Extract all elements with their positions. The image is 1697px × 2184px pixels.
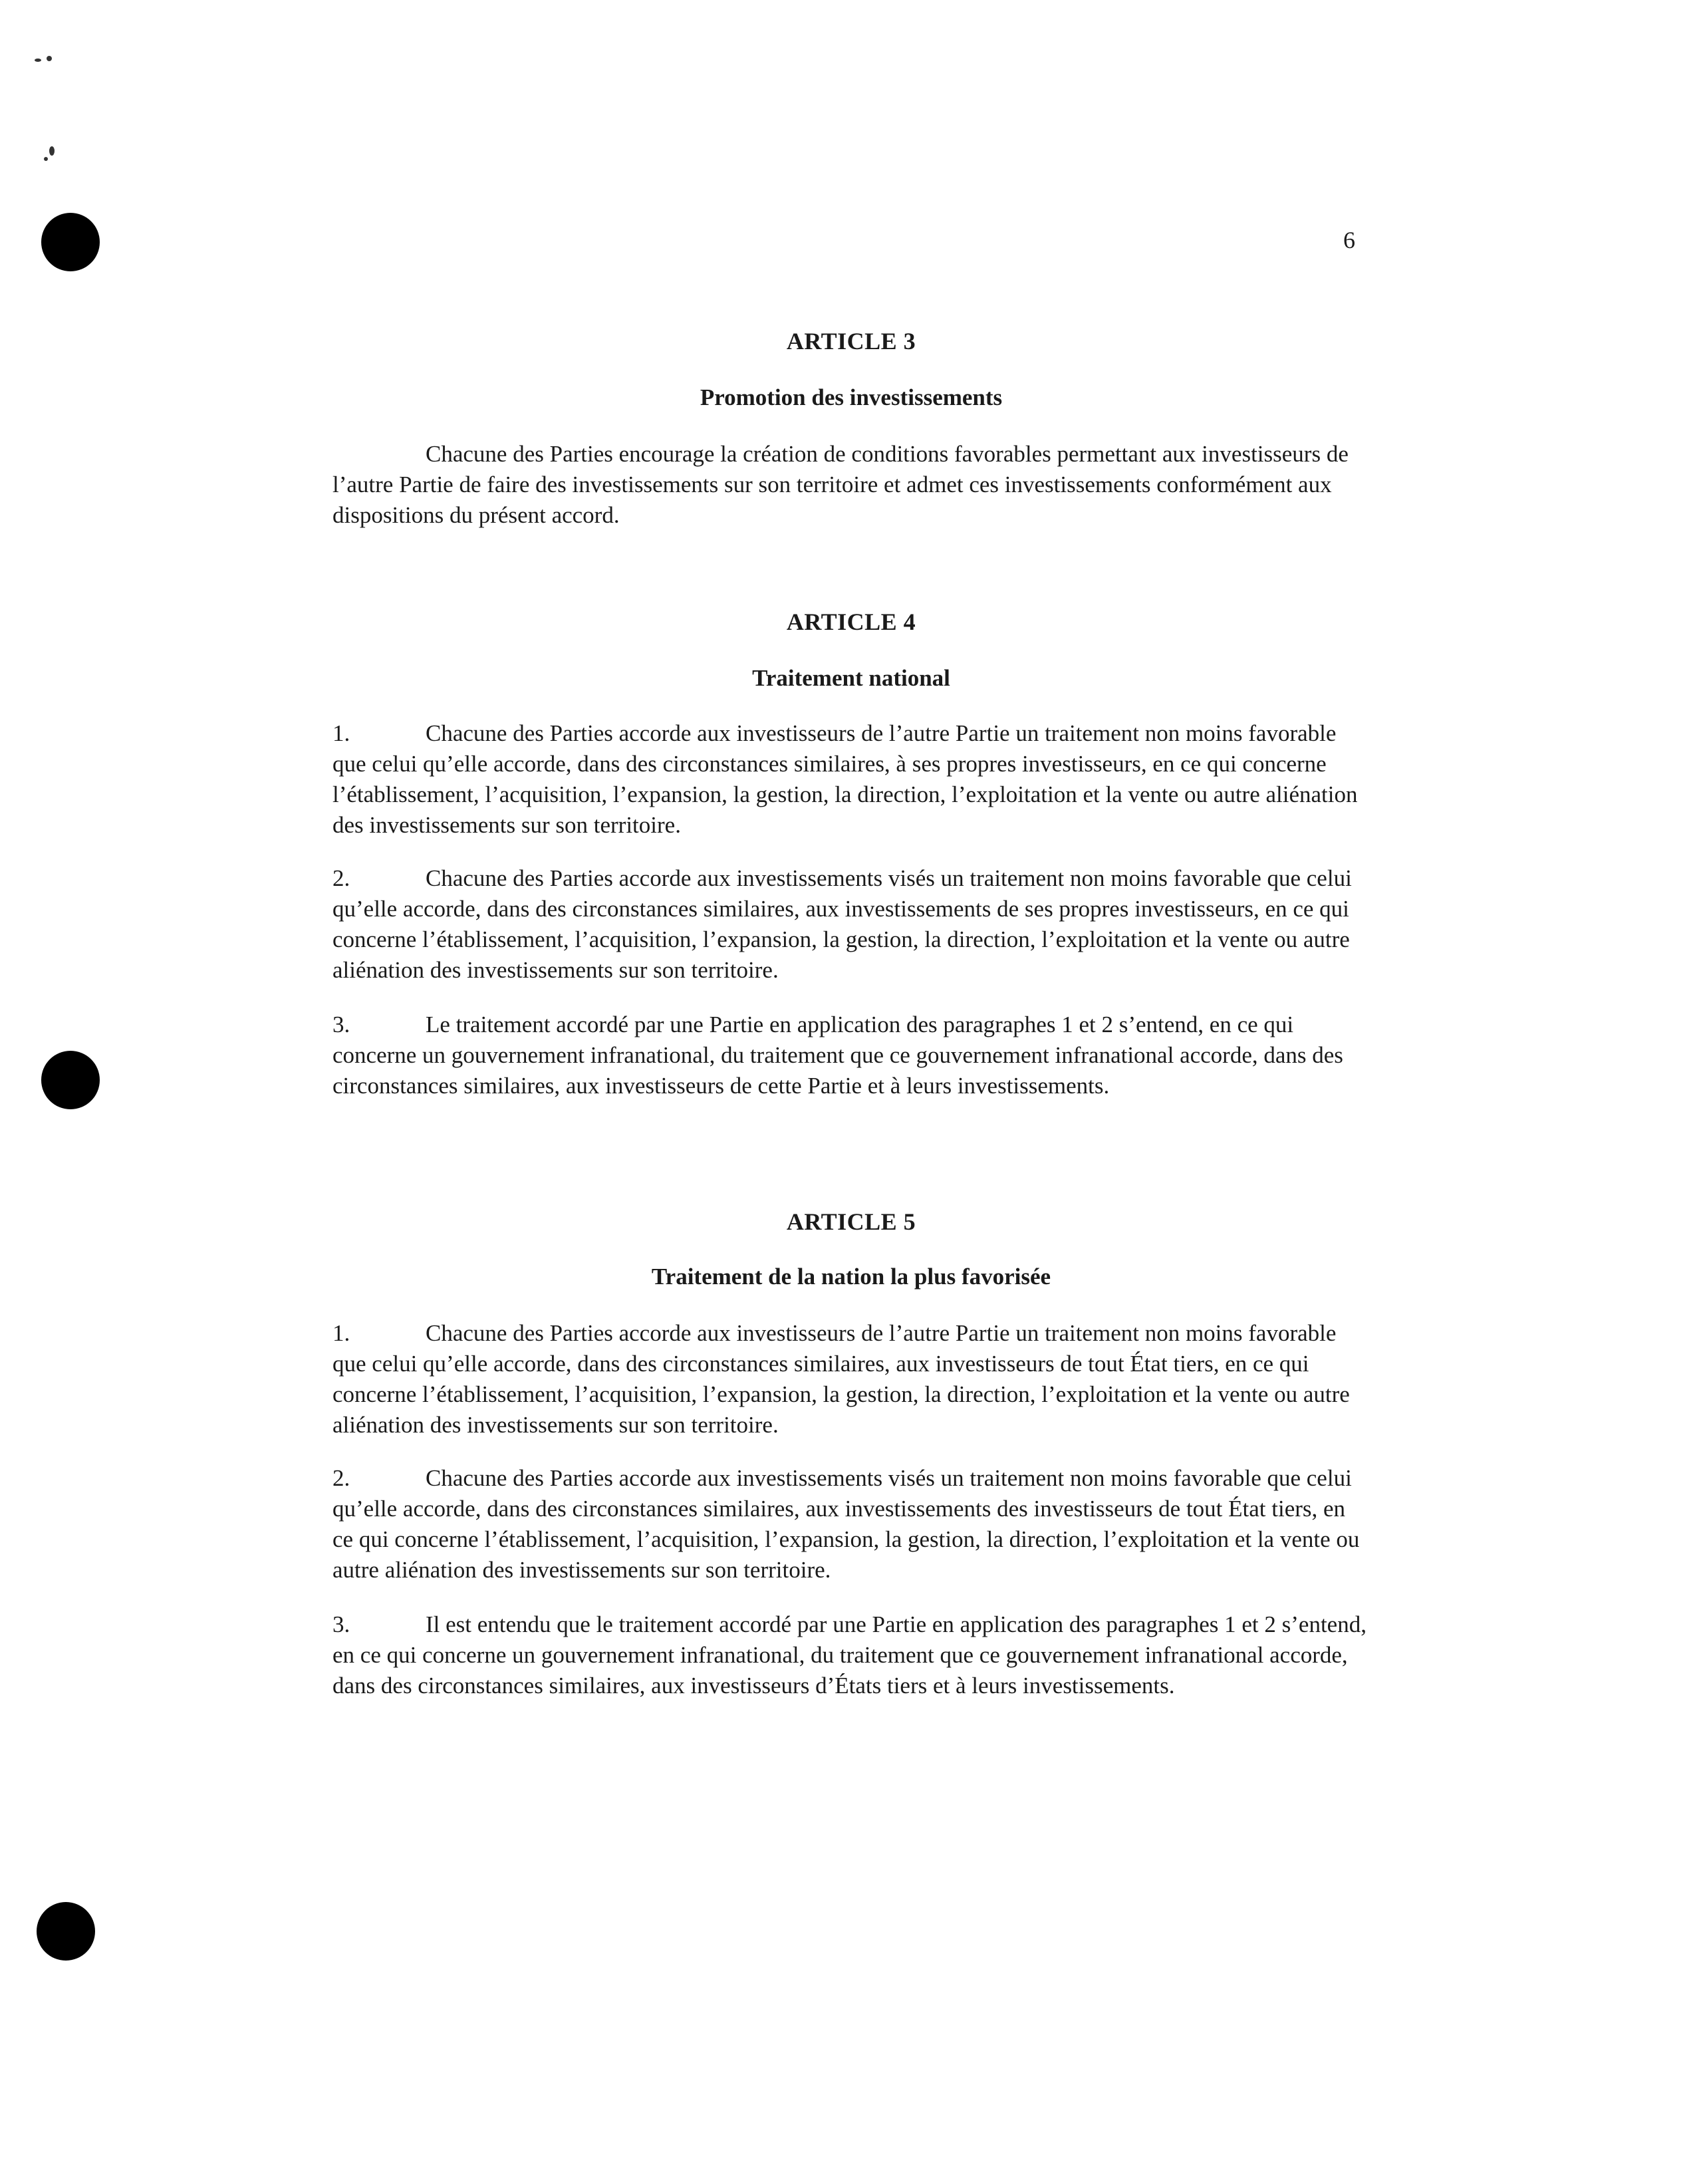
article-5-subtitle: Traitement de la nation la plus favorisée <box>651 1264 1051 1290</box>
scan-speck <box>35 59 41 62</box>
punch-hole-top <box>41 213 100 271</box>
article-5-paragraph-1 <box>332 1318 1370 1440</box>
punch-hole-bottom <box>37 1902 95 1961</box>
article-3-title: ARTICLE 3 <box>786 328 916 354</box>
paragraph-text: Chacune des Parties accorde aux investissements visés un traitement non moins favorable que celui qu’elle accorde, dans des circonstances similaires, aux investissements des investisseurs de tout État tiers, en ce qui concerne l’établissement, l’acquisition, l’expansion, la gestion, la direction, l’exploitation et la vente ou autre aliénation des investissements sur son territoire. <box>332 1465 1360 1583</box>
article-3-paragraph <box>332 439 1370 531</box>
paragraph-text: Il est entendu que le traitement accordé par une Partie en application des paragraphes 1 et 2 s’entend, en ce qui concerne un gouvernement infranational, du traitement que ce gouvernement infranational accorde, dans des circonstances similaires, aux investisseurs d’États tiers et à leurs investissements. <box>332 1611 1367 1699</box>
scan-speck <box>49 146 55 156</box>
paragraph-text: Chacune des Parties accorde aux investisseurs de l’autre Partie un traitement non moins favorable que celui qu’elle accorde, dans des circonstances similaires, aux investisseurs de tout État tiers, en ce qui concerne l’établissement, l’acquisition, l’expansion, la gestion, la direction, l’exploitation et la vente ou autre aliénation des investissements sur son territoire. <box>332 1320 1350 1438</box>
paragraph-text: Le traitement accordé par une Partie en application des paragraphes 1 et 2 s’entend, en ce qui concerne un gouvernement infranational, du traitement que ce gouvernement infranational accorde, dans des circonstances similaires, aux investisseurs de cette Partie et à leurs investissements. <box>332 1012 1343 1099</box>
scan-speck <box>47 56 52 61</box>
paragraph-number: 3. <box>332 1611 350 1637</box>
article-4-paragraph-2 <box>332 863 1370 986</box>
paragraph-number: 3. <box>332 1012 350 1037</box>
paragraph-text: Chacune des Parties accorde aux investisseurs de l’autre Partie un traitement non moins favorable que celui qu’elle accorde, dans des circonstances similaires, à ses propres investisseurs, en ce qui concerne l’établissement, l’acquisition, l’expansion, la gestion, la direction, l’exploitation et la vente ou autre aliénation des investissements sur son territoire. <box>332 720 1358 838</box>
paragraph-number: 1. <box>332 1320 350 1346</box>
paragraph-number: 1. <box>332 720 350 746</box>
article-4-title: ARTICLE 4 <box>786 609 916 635</box>
article-4-paragraph-3 <box>332 1010 1370 1101</box>
article-5-title: ARTICLE 5 <box>786 1208 916 1235</box>
paragraph-text: Chacune des Parties encourage la création de conditions favorables permettant aux investisseurs de l’autre Partie de faire des investissements sur son territoire et admet ces investissements conformément aux dispositions du présent accord. <box>332 441 1349 528</box>
scan-speck <box>44 157 48 161</box>
paragraph-number: 2. <box>332 865 350 891</box>
paragraph-text: Chacune des Parties accorde aux investissements visés un traitement non moins favorable que celui qu’elle accorde, dans des circonstances similaires, aux investissements de ses propres investisseurs, en ce qui concerne l’établissement, l’acquisition, l’expansion, la gestion, la direction, l’exploitation et la vente ou autre aliénation des investissements sur son territoire. <box>332 865 1352 983</box>
paragraph-number: 2. <box>332 1465 350 1491</box>
article-3-subtitle: Promotion des investissements <box>700 384 1003 410</box>
article-5-paragraph-3 <box>332 1609 1370 1701</box>
article-5-paragraph-2 <box>332 1463 1370 1585</box>
article-4-paragraph-1 <box>332 718 1370 841</box>
article-4-subtitle: Traitement national <box>752 665 950 691</box>
page-number: 6 <box>1343 227 1355 253</box>
punch-hole-middle <box>41 1051 100 1109</box>
